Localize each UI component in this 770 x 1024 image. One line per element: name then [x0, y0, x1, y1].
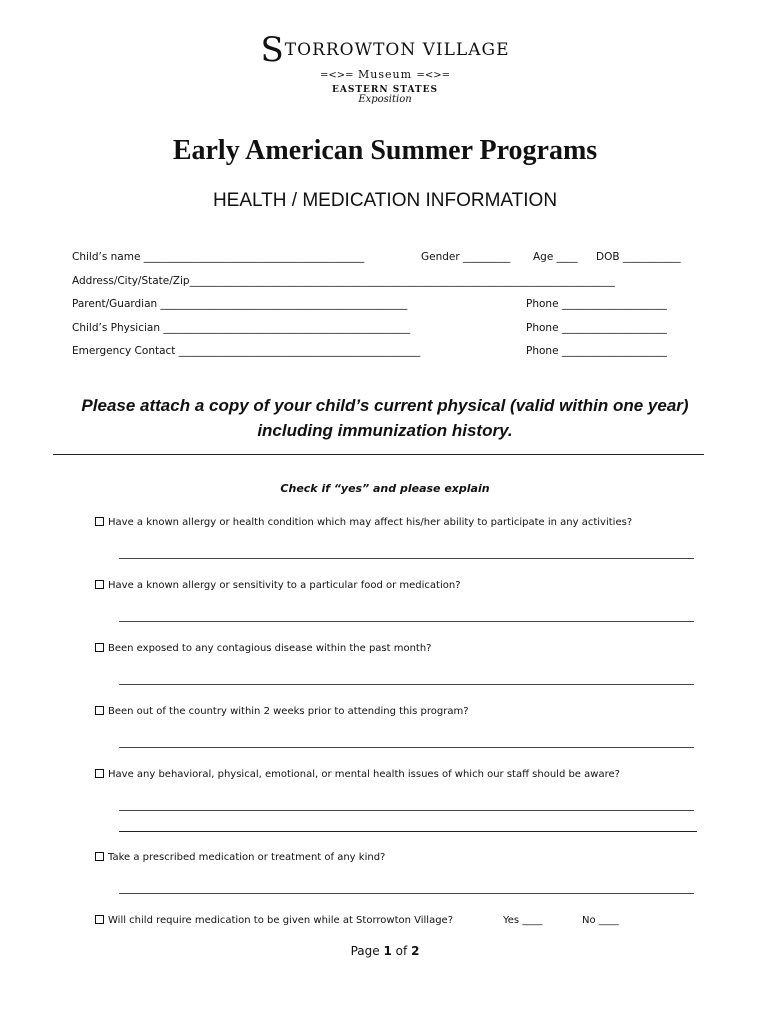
no-field[interactable]: No ____ — [582, 915, 619, 926]
answer-line[interactable] — [119, 558, 694, 559]
question-allergy-condition[interactable]: Have a known allergy or health condition which may affect his/her ability to participate in any activities? — [95, 517, 632, 528]
question-food-sensitivity[interactable]: Have a known allergy or sensitivity to a particular food or medication? — [95, 580, 461, 591]
checkbox[interactable] — [95, 769, 104, 778]
answer-line[interactable] — [119, 893, 694, 894]
answer-line[interactable] — [119, 810, 694, 811]
question-medication-at-village[interactable]: Will child require medication to be given while at Storrowton Village? — [95, 915, 453, 926]
answer-line[interactable] — [119, 621, 694, 622]
checkbox[interactable] — [95, 852, 104, 861]
dob-field[interactable]: DOB ___________ — [596, 251, 681, 263]
question-prescribed-medication[interactable]: Take a prescribed medication or treatment of any kind? — [95, 852, 385, 863]
question-health-issues[interactable]: Have any behavioral, physical, emotional, or mental health issues of which our staff should be aware? — [95, 769, 620, 780]
answer-line[interactable] — [119, 747, 694, 748]
form-subtitle: HEALTH / MEDICATION INFORMATION — [212, 190, 558, 211]
question-travel[interactable]: Been out of the country within 2 weeks prior to attending this program? — [95, 706, 469, 717]
age-field[interactable]: Age ____ — [533, 251, 578, 263]
page-number: Page 1 of 2 — [350, 944, 420, 958]
checkbox[interactable] — [95, 580, 104, 589]
logo-name: STORROWTON VILLAGE — [260, 30, 510, 70]
page-title: Early American Summer Programs — [172, 135, 598, 166]
emergency-contact-field[interactable]: Emergency Contact ______________________________________________ — [72, 345, 421, 357]
museum-logo — [0, 30, 770, 105]
check-instructions: Check if “yes” and please explain — [280, 482, 490, 495]
physician-phone-field[interactable]: Phone ____________________ — [526, 322, 667, 334]
checkbox[interactable] — [95, 517, 104, 526]
checkbox[interactable] — [95, 643, 104, 652]
answer-line[interactable] — [119, 831, 697, 832]
address-field[interactable]: Address/City/State/Zip_________________________________________________________________________________ — [72, 275, 615, 287]
logo-eastern-states: EASTERN STATES — [332, 85, 438, 95]
checkbox[interactable] — [95, 915, 104, 924]
parent-phone-field[interactable]: Phone ____________________ — [526, 298, 667, 310]
physical-notice: Please attach a copy of your child’s current physical (valid within one year) including immunization history. — [81, 396, 689, 440]
answer-line[interactable] — [119, 684, 694, 685]
logo-museum: =<>= Museum =<>= — [319, 68, 451, 81]
checkbox[interactable] — [95, 706, 104, 715]
question-contagious-disease[interactable]: Been exposed to any contagious disease within the past month? — [95, 643, 432, 654]
parent-guardian-field[interactable]: Parent/Guardian _______________________________________________ — [72, 298, 408, 310]
logo-exposition: Exposition — [358, 94, 412, 105]
physician-field[interactable]: Child’s Physician _______________________________________________ — [72, 322, 411, 334]
childs-name-field[interactable]: Child’s name __________________________________________ — [72, 251, 365, 263]
gender-field[interactable]: Gender _________ — [421, 251, 511, 263]
emergency-phone-field[interactable]: Phone ____________________ — [526, 345, 667, 357]
divider — [53, 454, 704, 455]
yes-field[interactable]: Yes ____ — [503, 915, 543, 926]
